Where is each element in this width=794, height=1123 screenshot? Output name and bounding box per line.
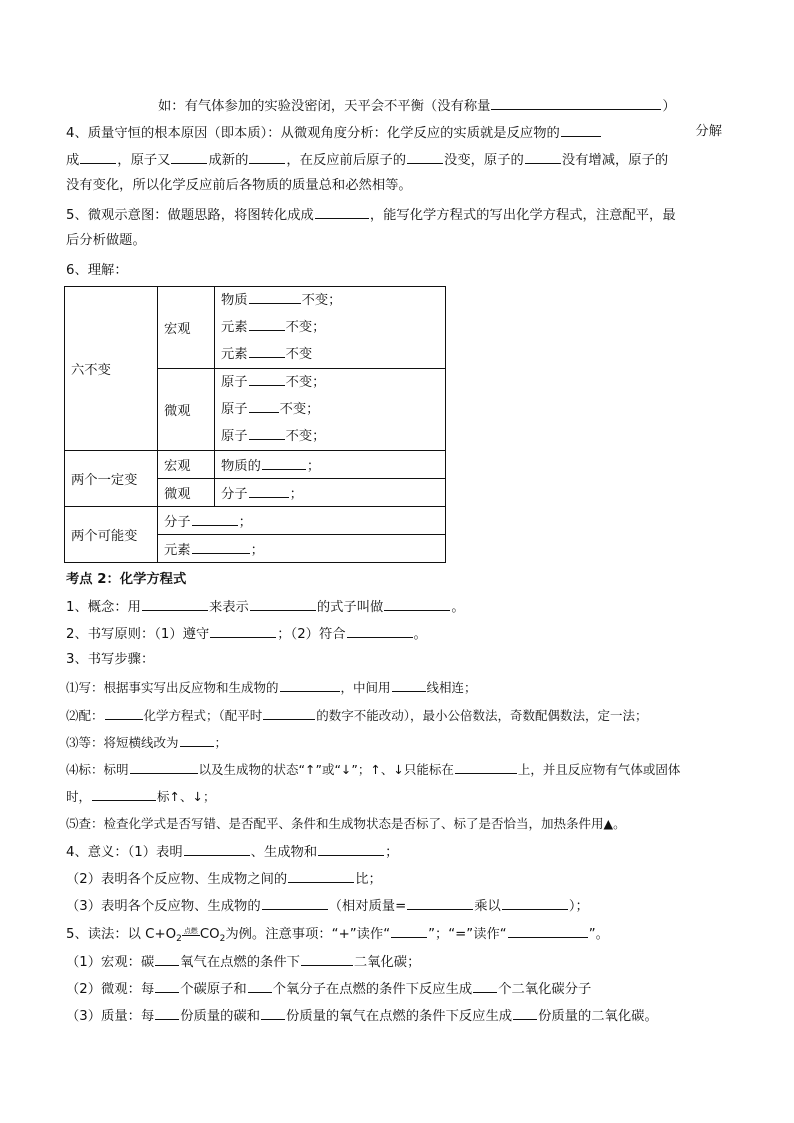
blank[interactable]: [288, 869, 354, 883]
reading-line: 5、读法：以 $C+O_2$点燃 $CO_2$为例。注意事项：“+”读作“ ”；“=”读作“ ”。: [66, 924, 609, 948]
example-line: 如：有气体参加的实验没密闭，天平会不平衡（没有称量 ）: [158, 96, 676, 116]
macro-cell: 宏观: [158, 287, 215, 369]
must-micro-item: 分子 ；: [215, 479, 446, 507]
blank[interactable]: [491, 96, 661, 110]
blank[interactable]: [508, 924, 588, 938]
blank[interactable]: [192, 512, 238, 526]
blank[interactable]: [249, 317, 285, 331]
point6-label: 6、理解：: [66, 263, 128, 278]
blank[interactable]: [391, 924, 427, 938]
blank[interactable]: [249, 290, 301, 304]
blank[interactable]: [392, 678, 426, 692]
understanding-table: [64, 286, 446, 563]
concept-line: 1、概念：用 来表示 的式子叫做 。: [66, 597, 465, 617]
blank[interactable]: [180, 733, 214, 747]
reaction-condition: 点燃: [183, 927, 198, 935]
blank[interactable]: [407, 150, 443, 164]
blank[interactable]: [513, 1006, 537, 1020]
blank[interactable]: [80, 150, 116, 164]
step-check: ⑸查：检查化学式是否写错、是否配平、条件和生成物状态是否标了、标了是否恰当，加热条件用▲。: [66, 816, 626, 831]
reading-mass: （3）质量：每 份质量的碳和 份质量的氧气在点燃的条件下反应生成 份质量的二氧化碳。: [66, 1006, 658, 1026]
two-may-change-cell: 两个可能变: [65, 507, 158, 563]
blank[interactable]: [455, 760, 517, 774]
kp2-title: 考点 2：化学方程式: [66, 572, 187, 587]
blank[interactable]: [280, 678, 340, 692]
point4-line1: 4、质量守恒的根本原因（即本质）：从微观角度分析：化学反应的实质就是反应物的 分解: [66, 124, 722, 141]
blank[interactable]: [473, 979, 497, 993]
micro-cell: 微观: [158, 369, 215, 451]
reading-micro: （2）微观：每 个碳原子和 个氧分子在点燃的条件下反应生成 个二氧化碳分子: [66, 979, 591, 999]
blank[interactable]: [249, 372, 285, 386]
point4-line3: 没有变化，所以化学反应前后各物质的质量总和必然相等。: [66, 178, 412, 193]
blank[interactable]: [315, 205, 369, 219]
blank[interactable]: [171, 150, 207, 164]
blank[interactable]: [210, 624, 276, 638]
blank[interactable]: [502, 896, 568, 910]
blank[interactable]: [155, 1006, 179, 1020]
blank[interactable]: [249, 484, 289, 498]
blank[interactable]: [249, 399, 279, 413]
blank[interactable]: [155, 979, 179, 993]
blank[interactable]: [262, 456, 306, 470]
must-macro-item: 物质的 ；: [215, 451, 446, 479]
blank[interactable]: [384, 597, 450, 611]
blank[interactable]: [262, 896, 328, 910]
blank[interactable]: [407, 896, 473, 910]
may-item-2: 元素 ；: [158, 535, 446, 563]
steps-label: 3、书写步骤：: [66, 652, 155, 667]
blank[interactable]: [525, 150, 561, 164]
meaning-line1: 4、意义：（1）表明 、生成物和 ；: [66, 842, 398, 862]
may-item-1: 分子 ；: [158, 507, 446, 535]
blank[interactable]: [192, 540, 250, 554]
six-unchanged-cell: 六不变: [65, 287, 158, 451]
blank[interactable]: [249, 426, 285, 440]
blank[interactable]: [561, 123, 601, 137]
blank[interactable]: [261, 1006, 285, 1020]
must-micro-cell: 微观: [158, 479, 215, 507]
step-write: ⑴写：根据事实写出反应物和生成物的 ，中间用 线相连；: [66, 680, 477, 695]
blank[interactable]: [184, 842, 250, 856]
blank[interactable]: [347, 624, 413, 638]
blank[interactable]: [301, 952, 353, 966]
blank[interactable]: [249, 150, 285, 164]
macro-items-cell: 物质 不变； 元素 不变； 元素 不变: [215, 287, 446, 369]
must-macro-cell: 宏观: [158, 451, 215, 479]
meaning-line3: （3）表明各个反应物、生成物的 （相对质量= 乘以 ）；: [66, 896, 589, 916]
blank[interactable]: [250, 597, 316, 611]
micro-items-cell: 原子 不变； 原子 不变； 原子 不变；: [215, 369, 446, 451]
blank[interactable]: [249, 344, 285, 358]
reading-macro: （1）宏观：碳 氧气在点燃的条件下 二氧化碳；: [66, 952, 420, 972]
point5-line2: 后分析做题。: [66, 233, 146, 248]
principle-line: 2、书写原则：（1）遵守 ；（2）符合 。: [66, 624, 427, 644]
blank[interactable]: [105, 706, 143, 720]
blank[interactable]: [248, 979, 272, 993]
two-must-change-cell: 两个一定变: [65, 451, 158, 507]
meaning-line2: （2）表明各个反应物、生成物之间的 比；: [66, 869, 382, 889]
step-mark-2: 时， 标↑、↓；: [66, 789, 216, 804]
blank[interactable]: [92, 787, 156, 801]
point4-line2: 成 ，原子又 成新的 ，在反应前后原子的 没变，原子的 没有增减，原子的: [66, 150, 722, 170]
blank[interactable]: [155, 952, 179, 966]
step-balance: ⑵配： 化学方程式；（配平时 的数字不能改动），最小公倍数法，奇数配偶数法，定一法；: [66, 708, 648, 723]
step-equal: ⑶等：将短横线改为 ；: [66, 735, 228, 750]
blank[interactable]: [263, 706, 315, 720]
blank[interactable]: [318, 842, 384, 856]
step-mark-1: ⑷标：标明 以及生成物的状态“↑”或“↓”；↑、↓只能标在 上，并且反应物有气体或固体: [66, 762, 681, 777]
blank[interactable]: [142, 597, 208, 611]
blank[interactable]: [130, 760, 198, 774]
point5-line1: 5、微观示意图：做题思路，将图转化成成 ，能写化学方程式的写出化学方程式，注意配平，最: [66, 205, 722, 225]
